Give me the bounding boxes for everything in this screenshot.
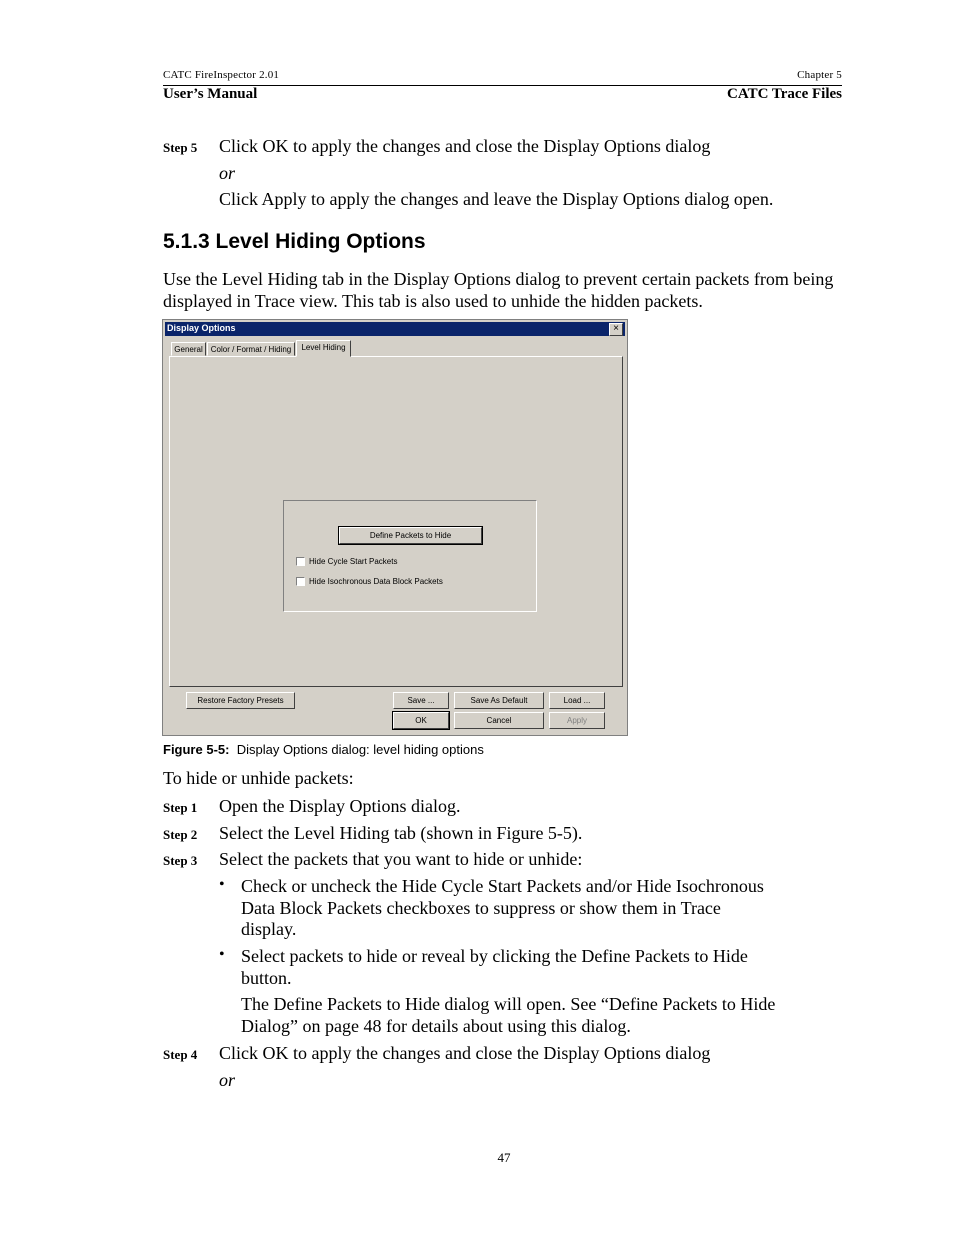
- header-chapter: Chapter 5: [797, 69, 842, 81]
- bullet-dot: •: [219, 946, 225, 963]
- display-options-dialog: [162, 319, 628, 736]
- level-hiding-panel: [169, 356, 623, 687]
- bullet2-line2: button.: [241, 968, 292, 988]
- tab-color-format-hiding[interactable]: Color / Format / Hiding: [207, 342, 295, 356]
- bullet2-line1: Select packets to hide or reveal by clicking the Define Packets to Hide: [241, 946, 748, 966]
- save-button[interactable]: Save ...: [393, 692, 449, 709]
- step5-or: or: [219, 163, 236, 183]
- step3-label: Step 3: [163, 853, 198, 868]
- step1-text: Open the Display Options dialog.: [219, 796, 461, 816]
- step5-label: Step 5: [163, 140, 198, 155]
- dialog-title: Display Options: [167, 323, 236, 333]
- page-number: 47: [497, 1150, 511, 1165]
- header-manual: User’s Manual: [163, 86, 258, 102]
- header-chapter-title: CATC Trace Files: [727, 86, 842, 102]
- bullet-dot: •: [219, 876, 225, 893]
- hide-cycle-start-label: Hide Cycle Start Packets: [309, 557, 398, 566]
- bullet1-line1: Check or uncheck the Hide Cycle Start Packets and/or Hide Isochronous: [241, 876, 764, 896]
- hide-isochronous-checkbox[interactable]: [296, 577, 305, 586]
- step5-line2: Click Apply to apply the changes and leave the Display Options dialog open.: [219, 189, 774, 209]
- hiding-options-group: [283, 500, 537, 612]
- figure-caption: [163, 742, 484, 757]
- cancel-button[interactable]: Cancel: [454, 712, 544, 729]
- hide-isochronous-label: Hide Isochronous Data Block Packets: [309, 577, 443, 586]
- ok-button[interactable]: OK: [393, 712, 449, 729]
- note-line1: The Define Packets to Hide dialog will open. See “Define Packets to Hide: [241, 994, 776, 1014]
- save-as-default-button[interactable]: Save As Default: [454, 692, 544, 709]
- step2-text: Select the Level Hiding tab (shown in Figure 5-5).: [219, 823, 583, 843]
- bullet1-line3: display.: [241, 919, 297, 939]
- tab-general[interactable]: General: [171, 342, 206, 356]
- define-packets-button[interactable]: Define Packets to Hide: [339, 527, 482, 544]
- dialog-titlebar: [165, 322, 625, 336]
- apply-button[interactable]: Apply: [549, 712, 605, 729]
- figure-label: Figure 5-5:: [163, 742, 230, 757]
- section-intro-line2: displayed in Trace view. This tab is also used to unhide the hidden packets.: [163, 291, 703, 311]
- header-product: CATC FireInspector 2.01: [163, 69, 280, 81]
- step2-label: Step 2: [163, 827, 198, 842]
- step1-label: Step 1: [163, 800, 198, 815]
- step4-or: or: [219, 1070, 236, 1090]
- step3-text: Select the packets that you want to hide or unhide:: [219, 849, 583, 869]
- bullet1-line2: Data Block Packets checkboxes to suppress or show them in Trace: [241, 898, 721, 918]
- step5-line1: Click OK to apply the changes and close the Display Options dialog: [219, 136, 711, 156]
- section-intro-line1: Use the Level Hiding tab in the Display Options dialog to prevent certain packets from being: [163, 269, 834, 289]
- procedure-intro: To hide or unhide packets:: [163, 768, 354, 788]
- figure-caption-text: Display Options dialog: level hiding options: [236, 742, 484, 757]
- tab-level-hiding[interactable]: Level Hiding: [296, 340, 351, 357]
- step4-label: Step 4: [163, 1047, 198, 1062]
- close-icon[interactable]: ×: [609, 323, 623, 336]
- step4-text: Click OK to apply the changes and close the Display Options dialog: [219, 1043, 711, 1063]
- restore-factory-presets-button[interactable]: Restore Factory Presets: [186, 692, 295, 709]
- hide-cycle-start-checkbox[interactable]: [296, 557, 305, 566]
- load-button[interactable]: Load ...: [549, 692, 605, 709]
- note-line2: Dialog” on page 48 for details about using this dialog.: [241, 1016, 631, 1036]
- section-title: 5.1.3 Level Hiding Options: [163, 230, 426, 253]
